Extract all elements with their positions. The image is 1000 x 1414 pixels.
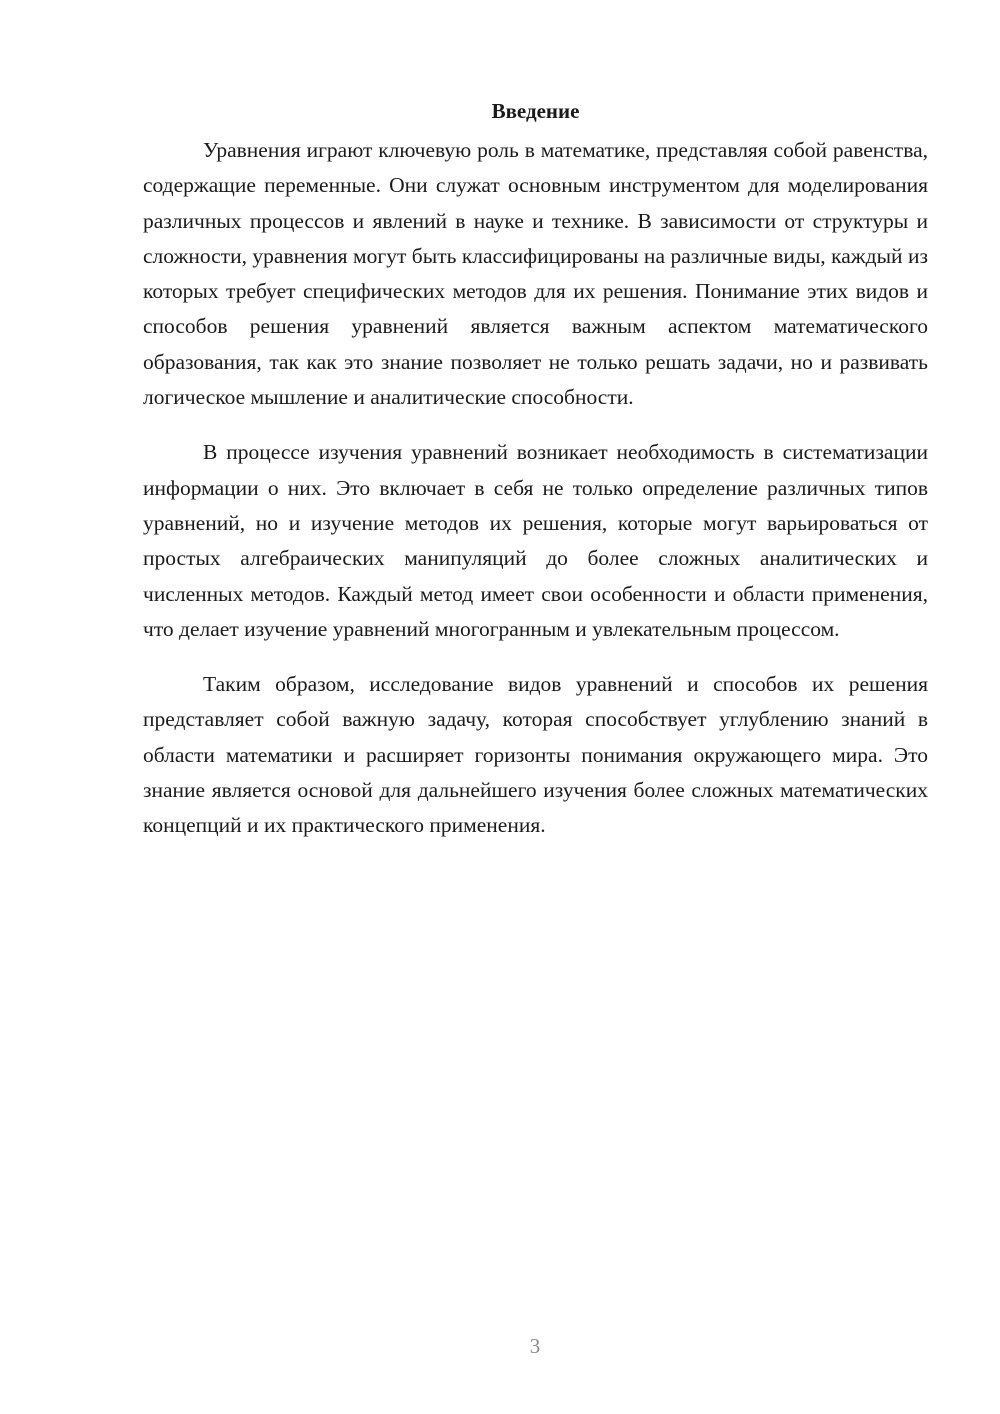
page-number: 3 xyxy=(529,1334,541,1358)
paragraph-2: В процессе изучения уравнений возникает необходимость в систематизации информации о них. Это включает в себя не только определение различных типов уравнений, но и изучение методов их решения, которые могут варьироваться от простых алгебраических манипуляций до более сложных аналитических и численных методов. Каждый метод имеет свои особенности и области применения, что делает изучение уравнений многогранным и увлекательным процессом. xyxy=(143,440,928,641)
section-title: Введение xyxy=(491,99,580,123)
paragraph-3: Таким образом, исследование видов уравнений и способов их решения представляет собой важную задачу, которая способствует углублению знаний в области математики и расширяет горизонты понимания окружающего мира. Это знание является основой для дальнейшего изучения более сложных математических концепций и их практического применения. xyxy=(143,672,928,838)
page-content xyxy=(143,95,928,844)
paragraph-1: Уравнения играют ключевую роль в математике, представляя собой равенства, содержащие переменные. Они служат основным инструментом для моделирования различных процессов и явлений в науке и технике. В зависимости от структуры и сложности, уравнения могут быть классифицированы на различные виды, каждый из которых требует специфических методов для их решения. Понимание этих видов и способов решения уравнений является важным аспектом математического образования, так как это знание позволяет не только решать задачи, но и развивать логическое мышление и аналитические способности. xyxy=(143,138,928,410)
